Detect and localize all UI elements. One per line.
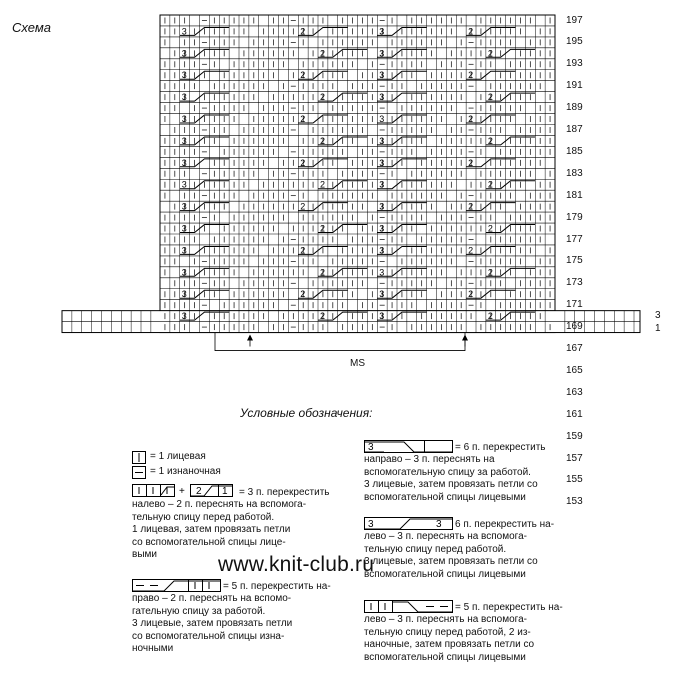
svg-text:3: 3 [368, 442, 374, 453]
svg-text:3: 3 [379, 114, 385, 124]
svg-text:3: 3 [436, 519, 442, 530]
row-number: 193 [566, 58, 583, 70]
repeat-label: MS [350, 358, 365, 369]
legend-purl-text: = 1 изнаночная [150, 466, 221, 477]
row-number: 159 [566, 430, 583, 442]
svg-text:2: 2 [320, 135, 326, 146]
row-number: 169 [566, 321, 583, 333]
svg-text:2: 2 [487, 311, 493, 322]
svg-text:3: 3 [379, 26, 385, 37]
legend-title: Условные обозначения: [240, 406, 373, 420]
row-number: 181 [566, 189, 583, 201]
row-number: 183 [566, 167, 583, 179]
svg-text:3: 3 [379, 48, 385, 59]
svg-text:2: 2 [300, 70, 306, 81]
row-number: 197 [566, 14, 583, 26]
row-number: 195 [566, 36, 583, 48]
svg-text:2: 2 [300, 26, 306, 37]
row-number: 155 [566, 474, 583, 486]
svg-text:2: 2 [300, 157, 306, 168]
svg-text:3: 3 [181, 157, 187, 168]
svg-text:2: 2 [487, 92, 493, 103]
svg-text:2: 2 [320, 179, 326, 190]
svg-text:3: 3 [181, 179, 187, 190]
svg-text:3: 3 [379, 135, 385, 146]
row-number-bottom: 3 [655, 310, 661, 322]
svg-text:2: 2 [196, 486, 202, 497]
svg-text:3: 3 [181, 223, 187, 234]
svg-text:2: 2 [487, 135, 493, 146]
svg-text:2: 2 [468, 245, 474, 256]
svg-text:3: 3 [181, 135, 187, 146]
svg-text:2: 2 [468, 26, 474, 37]
row-number: 173 [566, 277, 583, 289]
row-number: 185 [566, 145, 583, 157]
svg-text:3: 3 [379, 223, 385, 234]
svg-text:3: 3 [181, 92, 187, 103]
row-number: 191 [566, 80, 583, 92]
row-number: 163 [566, 386, 583, 398]
svg-text:1: 1 [222, 486, 228, 497]
svg-text:3: 3 [181, 48, 187, 59]
row-number: 161 [566, 408, 583, 420]
svg-text:3: 3 [181, 26, 187, 37]
svg-text:3: 3 [181, 114, 187, 124]
chart-title: Схема [12, 20, 51, 35]
svg-text:2: 2 [320, 92, 326, 103]
svg-text:2: 2 [468, 157, 474, 168]
legend-cross-3-text: = 3 п. перекрестить налево – 2 п. переснять на вспомога- тельную спицу перед работой. 1 лицевая, затем провязать петли со вспомогательной спицы лице- выми [132, 487, 330, 561]
svg-text:3: 3 [379, 289, 385, 300]
row-number: 179 [566, 211, 583, 223]
svg-text:3: 3 [379, 201, 385, 212]
svg-text:3: 3 [181, 201, 187, 212]
svg-text:2: 2 [320, 223, 326, 234]
legend-cross-5-left-text: = 5 п. перекрестить на- лево – 3 п. переснять на вспомога- тельную спицу перед работой, 2 из- наночные, затем провязать петли со вспомогательной спицы лицевыми [364, 602, 563, 663]
svg-text:3: 3 [181, 70, 187, 81]
svg-text:2: 2 [468, 201, 474, 212]
svg-text:3: 3 [379, 157, 385, 168]
legend-cross-5-right-text: = 5 п. перекрестить на- право – 2 п. переснять на вспомо- гательную спицу за работой. 3 лицевые, затем провязать петли со вспомогательной спицы изна- ночными [132, 581, 331, 655]
legend-cross-6-right-text: = 6 п. перекрестить направо – 3 п. переснять на вспомогательную спицу за работой. 3 лицевые, затем провязать петли со вспомогательной спицы лицевыми [364, 442, 546, 503]
legend-knit-text: = 1 лицевая [150, 451, 206, 462]
svg-text:2: 2 [300, 289, 306, 300]
row-number: 171 [566, 299, 583, 311]
row-number: 165 [566, 364, 583, 376]
svg-text:2: 2 [300, 201, 306, 212]
purl-bar-icon [132, 451, 146, 464]
svg-text:3: 3 [181, 311, 187, 322]
svg-text:2: 2 [487, 223, 493, 234]
dash-icon [132, 466, 146, 479]
svg-text:3: 3 [181, 289, 187, 300]
svg-text:3: 3 [379, 267, 385, 278]
row-number: 167 [566, 343, 583, 354]
svg-text:3: 3 [181, 245, 187, 256]
svg-text:3: 3 [379, 179, 385, 190]
svg-text:2: 2 [300, 114, 306, 124]
svg-text:3: 3 [379, 70, 385, 81]
row-number: 187 [566, 124, 583, 135]
row-number: 175 [566, 255, 583, 267]
svg-text:2: 2 [487, 48, 493, 59]
svg-text:2: 2 [487, 179, 493, 190]
svg-text:3: 3 [379, 92, 385, 103]
svg-text:2: 2 [468, 114, 474, 124]
row-number: 177 [566, 233, 583, 245]
svg-text:+: + [179, 486, 185, 497]
svg-text:3: 3 [181, 267, 187, 278]
row-number-bottom: 1 [655, 323, 661, 335]
svg-text:3: 3 [379, 311, 385, 322]
watermark: www.knit-club.ru [218, 553, 375, 576]
row-number: 157 [566, 452, 583, 464]
svg-text:3: 3 [368, 519, 374, 530]
row-number: 189 [566, 102, 583, 114]
svg-text:2: 2 [300, 245, 306, 256]
row-number: 153 [566, 496, 583, 508]
svg-text:2: 2 [468, 289, 474, 300]
svg-text:2: 2 [320, 311, 326, 322]
svg-text:2: 2 [468, 70, 474, 81]
svg-text:2: 2 [320, 48, 326, 59]
svg-text:3: 3 [379, 245, 385, 256]
svg-text:2: 2 [320, 267, 326, 278]
svg-text:2: 2 [487, 267, 493, 278]
legend-cross-6-left-text: 6 п. перекрестить на- лево – 3 п. переснять на вспомога- тельную спицу перед работой. 3 лицевые, затем провязать петли со вспомогательной спицы лицевыми [364, 519, 555, 580]
